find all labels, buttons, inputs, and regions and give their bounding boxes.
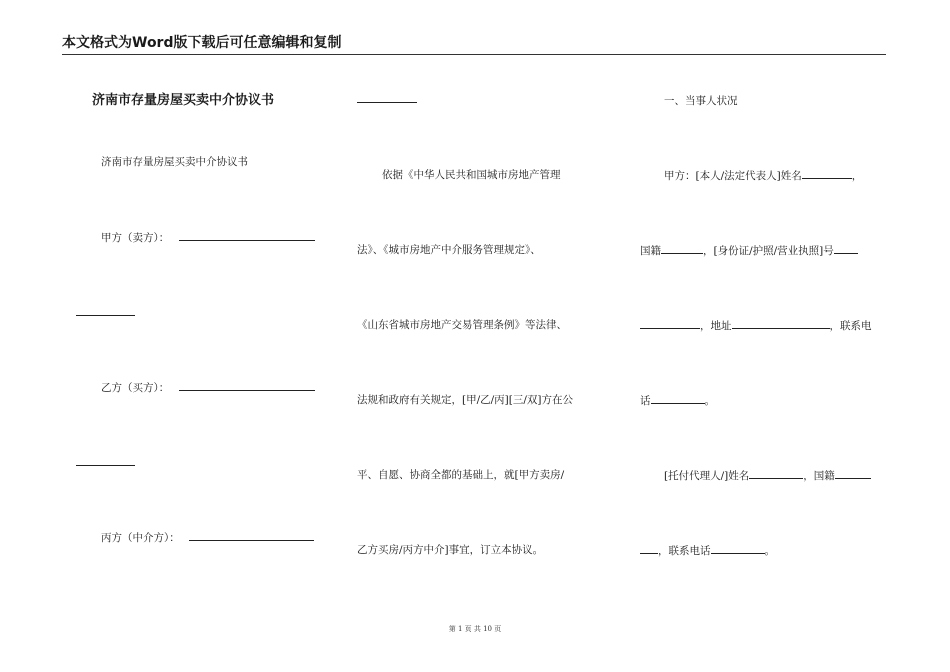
- header-title: 本文格式为Word版下载后可任意编辑和复制: [62, 35, 342, 51]
- party-a-details-2: 国籍 ，[身份证/护照/营业执照]号: [640, 243, 858, 258]
- party-a-details-4: 话 。: [640, 395, 715, 407]
- preamble-line-5: 平、自愿、协商全都的基础上，就[甲方卖房/: [357, 469, 565, 481]
- document-subtitle: 济南市存量房屋买卖中介协议书: [101, 156, 248, 168]
- party-c-label: 丙方（中介方）：: [101, 532, 180, 544]
- party-a-label: 甲方（卖方）：: [101, 232, 170, 244]
- preamble-line-2: 法》、《城市房地产中介服务管理规定》、: [357, 244, 541, 256]
- preamble-line-6: 乙方买房/丙方中介]事宜，订立本协议。: [357, 544, 544, 556]
- col2-top-blank: [357, 92, 417, 107]
- party-b-blank: [179, 380, 315, 391]
- party-b-line: [101, 380, 315, 395]
- party-c-line: [101, 530, 314, 545]
- document-title: 济南市存量房屋买卖中介协议书: [92, 93, 275, 108]
- party-a-blank: [179, 230, 315, 241]
- party-b-blank-cont: [76, 455, 135, 470]
- preamble-line-4: 法规和政府有关规定，[甲/乙/丙][三/双]方在公: [357, 394, 573, 406]
- page-footer: 第 1 页 共 10 页: [448, 625, 502, 633]
- preamble-line-1: 依据《中华人民共和国城市房地产管理: [382, 169, 561, 181]
- party-c-blank: [189, 530, 314, 541]
- party-a-details-3: ，地址 ，联系电: [640, 318, 872, 333]
- party-a-line: [101, 230, 315, 245]
- party-b-label: 乙方（买方）：: [101, 382, 170, 394]
- agent-details-1: [托付代理人/]姓名 ，国籍: [664, 468, 871, 483]
- page-header: [62, 34, 886, 55]
- preamble-line-3: 《山东省城市房地产交易管理条例》等法律、: [357, 319, 567, 331]
- party-a-details-1: 甲方：[本人/法定代表人]姓名 ，: [664, 170, 863, 182]
- agent-details-2: ，联系电话 。: [640, 543, 775, 558]
- section-heading: 一、当事人状况: [664, 95, 738, 107]
- party-a-blank-cont: [76, 305, 135, 320]
